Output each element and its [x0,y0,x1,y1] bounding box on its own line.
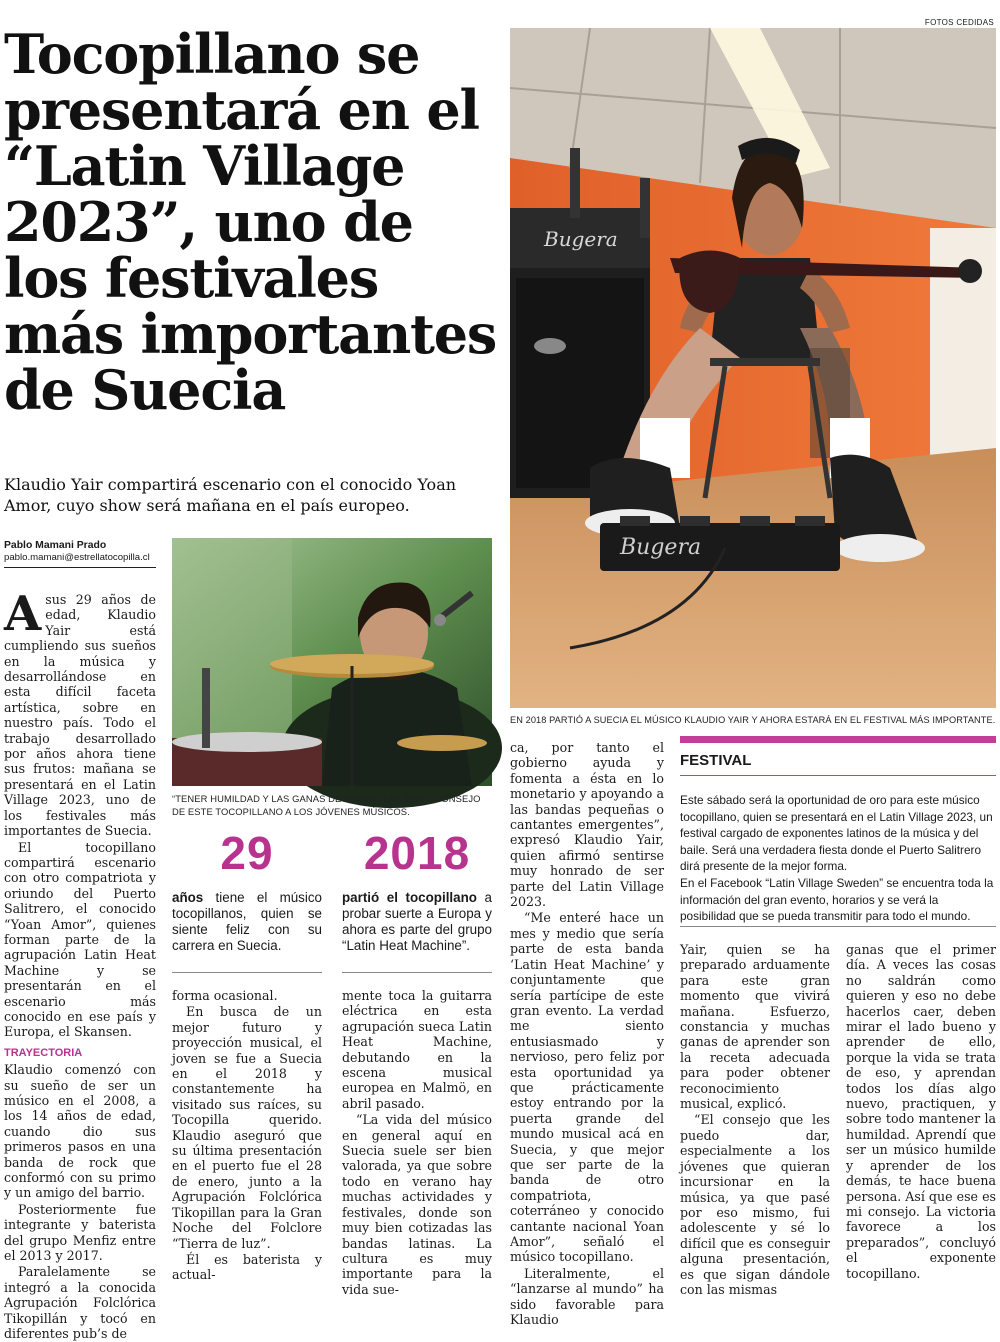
sidebar-paragraph: En el Facebook “Latin Village Sweden” se encuentra toda la información del gran evento, horarios y se verá la posibilidad que se pueda transmitir para todo el mundo. [680,875,994,924]
pedal-brand-text: Bugera [620,535,702,560]
drummer-image [172,538,492,786]
stat-rest: tiene el músico tocopillanos, quien se siente feliz con su carrera en Suecia. [172,890,322,953]
sidebar-bottom-rule [680,926,996,927]
subhead-trayectoria: TRAYECTORIA [4,1046,83,1059]
photo-drummer [172,538,492,786]
divider [342,972,492,973]
lead-paragraph [4,586,156,839]
paragraph: Él es baterista y actual- [172,1251,322,1283]
paragraph: Yair, quien se ha preparado arduamente para este gran momento que vivirá mañana. Esfuerzo, constancia y muchas ganas de aprender son la receta adecuada para poder obtener reconocimiento musical, explicó. [680,942,830,1112]
guitarist-image [510,28,996,708]
paragraph: Klaudio comenzó con su sueño de ser un músico en el 2008, a los 14 años de edad, cuando dio sus primeros pasos en una banda de rock que conformó con su primo y un amigo del barrio. [4,1062,156,1201]
divider [172,972,322,973]
stat-rest: a probar suerte a Europa y ahora es parte del grupo “Latin Heat Machine”. [342,890,493,953]
paragraph: El tocopillano compartirá escenario con otro compatriota y oriundo del Puerto Salitrero, el conocido “Yoan Amor”, quienes forman parte de la agrupación Latin Heat Machine y se presentarán en el escenario más conocido en ese país y Europa, el Skansen. [4,839,156,1040]
stat-bold: partió el tocopillano [342,890,477,905]
photo-credit: FOTOS CEDIDAS [924,18,994,27]
stat-box-1 [172,826,322,954]
deck: Klaudio Yair compartirá escenario con el conocido Yoan Amor, cuyo show será mañana en el país europeo. [4,475,457,515]
lead-text: sus 29 años de edad, Klaudio Yair está cumpliendo sus sueños en la música y desarrollándose en esta difícil faceta artística, sobre en nuestro país. Todo el trabajo desarrollado por años ahora tiene sus frutos: mañana se presentará en el Latin Village 2023, uno de los festivales más importantes de Suecia. [4,592,156,839]
sidebar-paragraph: Este sábado será la oportunidad de oro para este músico tocopillano, quien se presentará en el Latin Village 2023, un festival cargado de exponentes latinos de la música y del baile. Será una verdadera fiesta donde el Puerto Salitrero dirá presente de la mejor forma. [680,793,993,874]
amp-brand-text: Bugera [544,227,618,251]
photo-drummer-caption: “TENER HUMILDAD Y LAS GANAS DE APRENDER”, ES EL CONSEJO DE ESTE TOCOPILLANO A LOS JÓVENES MÚSICOS. [172,793,481,817]
article-column-6 [846,942,996,1281]
photo-guitarist-caption: EN 2018 PARTIÓ A SUECIA EL MÚSICO KLAUDIO YAIR Y AHORA ESTARÁ EN EL FESTIVAL MÁS IMPORTANTE. [510,715,996,725]
sidebar-title-rule [680,775,996,776]
paragraph: mente toca la guitarra eléctrica en esta agrupación sueca Latin Heat Machine, debutando en la escena musical europea en Malmö, en abril pasado. [342,988,492,1111]
article-column-2 [172,988,322,1283]
article-column-4 [510,740,664,1328]
sidebar-accent-bar [680,736,996,743]
stat-number: 2018 [363,827,471,879]
paragraph: forma ocasional. [172,988,278,1003]
sidebar-body [680,792,996,925]
photo-guitarist [510,28,996,708]
article-column-1 [4,586,156,1342]
paragraph: “La vida del músico en general aquí en Suecia suele ser bien valorada, ya que sobre todo en verano hay muchas actividades y festivales, donde son muy bien cotizadas las bandas latinas. La cultura es muy importante para la vida sue- [342,1112,492,1297]
stat-number: 29 [220,827,274,879]
sidebar-title: FESTIVAL [680,752,752,769]
paragraph: Paralelamente se integró a la conocida Agrupación Folclórica Tikopillán y tocó en diferentes pub’s de [4,1264,156,1342]
byline [4,540,156,568]
paragraph: ca, por tanto el gobierno ayuda y fomenta a ésta en lo monetario y apoyando a las bandas pequeñas o cantantes emergentes”, expresó Klaudio Yair, quien afirmó sentirse muy honrado de ser parte del Latin Village 2023. [510,740,664,910]
paragraph: ganas que el primer día. A veces las cosas no saldrán como quieren y eso no debe hacerlos caer, deben mirar el lado bueno y aprender de ello, porque la vida se trata de eso, y aprendan todos los días algo nuevo, practiquen, y sobre todo mantener la humildad. Aprendí que ser un músico humilde y aprender de los demás, te hace buena persona. Así que ese es mi consejo. La victoria favorece a los preparados”, concluyó el exponente tocopillano. [846,942,996,1281]
byline-email: pablo.mamani@estrellatocopilla.cl [4,552,150,563]
dropcap: A [4,586,42,642]
article-column-3 [342,988,492,1297]
paragraph: Posteriormente fue integrante y baterista del grupo Menfiz entre el 2013 y 2017. [4,1201,156,1264]
paragraph: “Me enteré hace un mes y medio que sería parte de esta banda ‘Latin Heat Machine’ y conjuntamente que sería partícipe de este gran evento. La verdad me siento entusiasmado y nervioso, pero feliz por esta oportunidad ya que prácticamente estoy entrando por la puerta grande del mundo musical acá en Suecia, y que mejor que ser parte de la banda de otro compatriota, coterráneo y conocido cantante nacional Yoan Amor”, señaló el músico tocopillano. [510,910,664,1265]
paragraph: “El consejo que les puedo dar, especialmente a los jóvenes que quieran incursionar en la música, ya que pasé por eso mismo, fui adolescente y sé lo difícil que es conseguir alguna presentación, es que sigan dándole con las mismas [680,1112,830,1297]
headline: Tocopillano se presentará en el “Latin Village 2023”, uno de los festivales más importantes de Suecia [4,22,497,422]
paragraph: En busca de un mejor futuro y proyección musical, el joven se fue a Suecia en el 2018 y constantemente ha visitado sus raíces, su Tocopilla querido. Klaudio aseguró que su última presentación en el puerto fue el 28 de enero, junto a la Agrupación Folclórica Tikopillan para la Gran Noche del Folclore “Tierra de luz”. [172,1004,322,1251]
article-column-5 [680,942,830,1297]
paragraph: Literalmente, el “lanzarse al mundo” ha sido favorable para Klaudio [510,1265,664,1328]
stat-bold: años [172,890,204,905]
stat-text [342,890,492,954]
byline-name: Pablo Mamani Prado [4,540,107,551]
stat-box-2 [342,826,492,954]
stat-text [172,890,322,954]
